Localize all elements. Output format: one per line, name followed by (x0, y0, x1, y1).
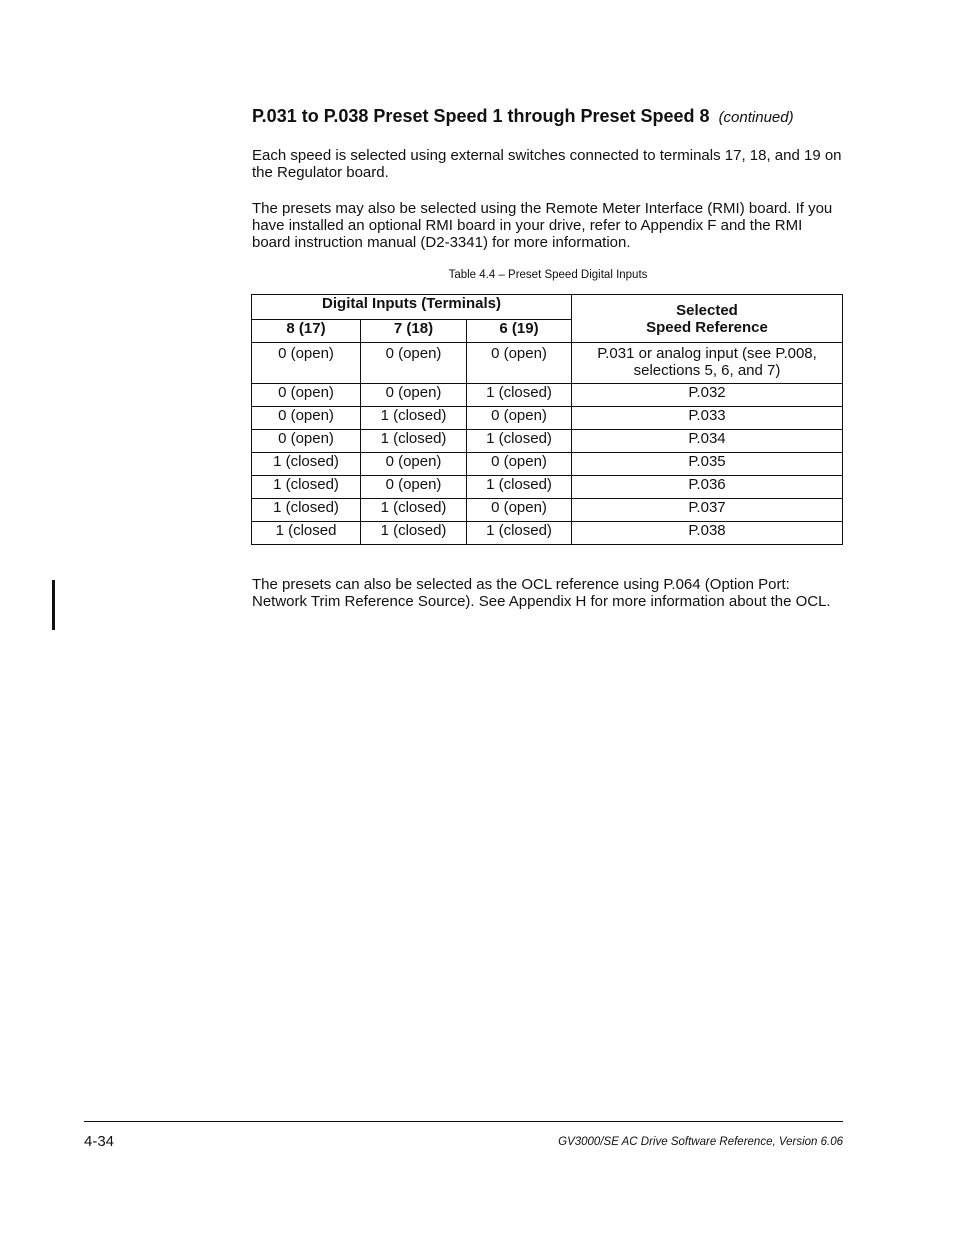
table-row (252, 384, 843, 407)
cell-input-8: 0 (open) (252, 343, 361, 384)
heading-continued: (continued) (718, 109, 794, 126)
cell-input-6: 0 (open) (467, 453, 572, 476)
cell-speed-reference: P.036 (572, 476, 843, 499)
footer-reference: GV3000/SE AC Drive Software Reference, Version 6.06 (558, 1136, 843, 1148)
footer-rule (84, 1121, 843, 1122)
table-row (252, 522, 843, 545)
cell-input-6: 0 (open) (467, 499, 572, 522)
cell-input-8: 1 (closed) (252, 476, 361, 499)
cell-speed-reference: P.035 (572, 453, 843, 476)
cell-input-6: 1 (closed) (467, 384, 572, 407)
cell-input-6: 0 (open) (467, 343, 572, 384)
heading-title: P.031 to P.038 Preset Speed 1 through Preset Speed 8 (252, 106, 710, 126)
paragraph-rmi: The presets may also be selected using the Remote Meter Interface (RMI) board. If you have installed an optional RMI board in your drive, refer to Appendix F and the RMI board instruction manual (D2-3341) for more information. (252, 200, 833, 251)
cell-input-6: 1 (closed) (467, 522, 572, 545)
cell-input-7: 0 (open) (361, 384, 467, 407)
speed-reference-line1: P.031 or analog input (see P.008, (597, 345, 817, 362)
cell-speed-reference: P.032 (572, 384, 843, 407)
cell-input-8: 1 (closed) (252, 453, 361, 476)
column-header-terminal-17: 8 (17) (252, 320, 361, 343)
cell-speed-reference: P.034 (572, 430, 843, 453)
digital-inputs-header: Digital Inputs (Terminals) (252, 295, 572, 320)
cell-input-6: 0 (open) (467, 407, 572, 430)
table-row (252, 407, 843, 430)
cell-input-8: 1 (closed (252, 522, 361, 545)
cell-input-7: 0 (open) (361, 453, 467, 476)
section-heading (252, 106, 794, 127)
cell-input-8: 0 (open) (252, 430, 361, 453)
cell-input-7: 1 (closed) (361, 407, 467, 430)
cell-input-7: 1 (closed) (361, 499, 467, 522)
table-row (252, 499, 843, 522)
speed-reference-line2: selections 5, 6, and 7) (633, 362, 781, 379)
table-caption: Table 4.4 – Preset Speed Digital Inputs (448, 269, 648, 281)
cell-input-6: 1 (closed) (467, 430, 572, 453)
column-header-terminal-19: 6 (19) (467, 320, 572, 343)
column-header-terminal-18: 7 (18) (361, 320, 467, 343)
paragraph-switches: Each speed is selected using external switches connected to terminals 17, 18, and 19 on the Regulator board. (252, 147, 842, 181)
table-row (252, 430, 843, 453)
cell-input-8: 0 (open) (252, 384, 361, 407)
selected-speed-reference-header (572, 295, 843, 343)
cell-speed-reference: P.033 (572, 407, 843, 430)
cell-input-7: 0 (open) (361, 343, 467, 384)
cell-input-6: 1 (closed) (467, 476, 572, 499)
cell-speed-reference: P.037 (572, 499, 843, 522)
selected-header-line2: Speed Reference (646, 318, 768, 336)
page-number: 4-34 (84, 1133, 115, 1150)
change-bar (52, 580, 55, 630)
cell-input-7: 1 (closed) (361, 430, 467, 453)
cell-input-7: 1 (closed) (361, 522, 467, 545)
cell-input-8: 0 (open) (252, 407, 361, 430)
paragraph-ocl: The presets can also be selected as the OCL reference using P.064 (Option Port: Network Trim Reference Source). See Appendix H for more information about the OCL. (252, 576, 831, 610)
cell-speed-reference (572, 343, 843, 384)
cell-input-8: 1 (closed) (252, 499, 361, 522)
selected-header-line1: Selected (676, 301, 738, 319)
table-row (252, 476, 843, 499)
table-row (252, 343, 843, 384)
table-row (252, 453, 843, 476)
preset-speed-table (251, 294, 843, 545)
cell-speed-reference: P.038 (572, 522, 843, 545)
cell-input-7: 0 (open) (361, 476, 467, 499)
